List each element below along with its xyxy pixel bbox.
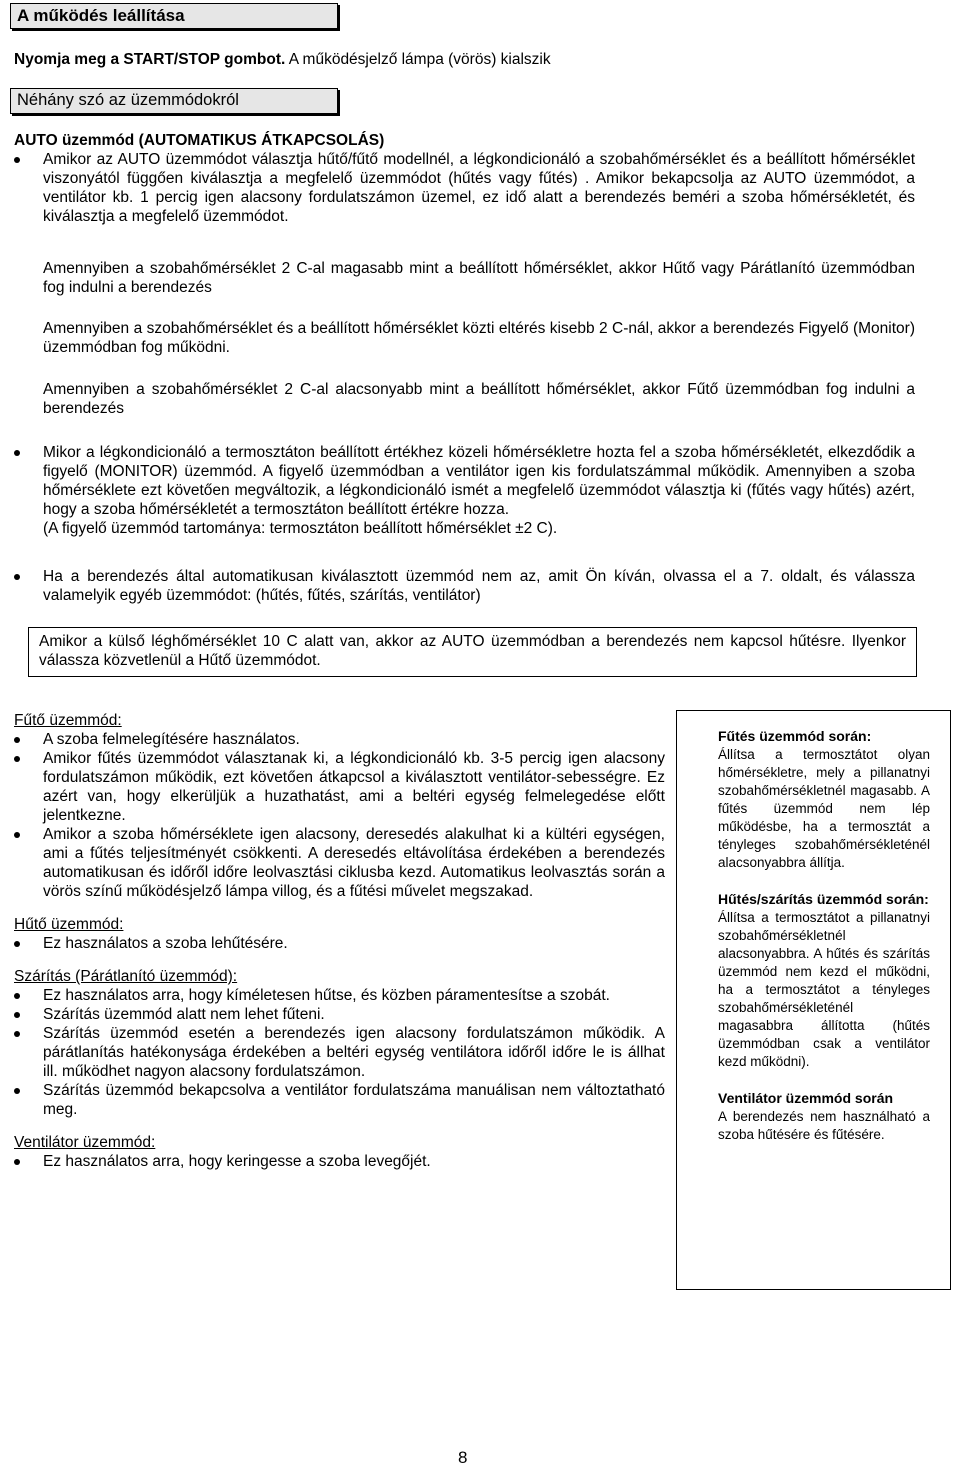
side-heat-title: Fűtés üzemmód során: (718, 728, 872, 744)
dry-item: Szárítás üzemmód alatt nem lehet fűteni. (43, 1006, 325, 1023)
side-cool-title: Hűtés/szárítás üzemmód során: (718, 891, 929, 907)
auto-bullet-text: Amikor az AUTO üzemmódot választja hűtő/fűtő modellnél, a légkondicionáló a szobahőmérséklet és a beállított hőmérséklet viszonyától függően kiválasztja a megfelelő üzemmódot (hűtés vagy fűtés) . Amikor bekapcsolja az AUTO üzemmódot, a ventilátor kb. 1 percig igen alacsony fordulatszámon üzemel, ez idő alatt a berendezés beméri a szoba hőmérsékletét, és kiválasztja a megfelelő üzemmódot. (43, 151, 915, 225)
bullet-icon (14, 1088, 20, 1094)
auto-bullet2-text: Mikor a légkondicionáló a termosztáton beállított értékhez közeli hőmérsékletre hozta fel a szoba hőmérsékletét, elkezdődik a figyelő (MONITOR) üzemmód. A figyelő üzemmódban a ventilátor igen kis fordulatszámmal működik. Amennyiben a szoba hőmérséklete ezt követően megváltozik, a légkondicionáló ismét a megfelelő üzemmódot választja ki (fűtés vagy hűtés) azért, hogy a szoba hőmérsékletét a termosztáton beállított értékre hozza. (43, 444, 915, 518)
page-number: 8 (458, 1448, 468, 1467)
side-fan-title: Ventilátor üzemmód során (718, 1090, 894, 1106)
auto-para-3: Amennyiben a szobahőmérséklet 2 C-al alacsonyabb mint a beállított hőmérséklet, akkor Fűtő üzemmódban fog indulni a berendezés (43, 381, 915, 417)
dry-item: Szárítás üzemmód bekapcsolva a ventilátor fordulatszáma manuálisan nem változtatható meg. (43, 1082, 665, 1118)
list-item (14, 825, 665, 901)
tips-text (718, 727, 930, 1144)
bullet-icon (14, 756, 20, 762)
dry-item: Ez használatos arra, hogy kíméletesen hűtse, és közben páramentesítse a szobát. (43, 987, 610, 1004)
side-heat-text: Állítsa a termosztátot olyan hőmérsékletre, mely a pillanatnyi szobahőmérsékletnél magasabb. A fűtés üzemmód nem lép működésbe, ha a termosztát a tényleges szobahőmérsékleténél alacsonyabbra állítja. (718, 747, 930, 870)
list-item (14, 986, 665, 1005)
list-item (14, 730, 665, 749)
bullet-icon (14, 941, 20, 947)
auto-para-2: Amennyiben a szobahőmérséklet és a beállított hőmérséklet közti eltérés kisebb 2 C-nál, akkor a berendezés Figyelő (Monitor) üzemmódban fog működni. (43, 320, 915, 356)
stop-instruction-bold: Nyomja meg a START/STOP gombot. (14, 51, 286, 68)
section-heading-box (10, 3, 338, 29)
bullet-icon (14, 1012, 20, 1018)
list-item (14, 1152, 665, 1171)
stop-instruction-rest: A működésjelző lámpa (vörös) kialszik (288, 51, 551, 68)
auto-bullet2-range: (A figyelő üzemmód tartománya: termosztáton beállított hőmérséklet ±2 C). (43, 520, 558, 537)
bullet-icon (14, 737, 20, 743)
fan-item: Ez használatos arra, hogy keringesse a szoba levegőjét. (43, 1153, 431, 1170)
dry-title: Szárítás (Párátlanító üzemmód): (14, 968, 238, 985)
list-item (14, 150, 915, 226)
list-item (14, 934, 665, 953)
side-fan-text: A berendezés nem használható a szoba hűtésére és fűtésére. (718, 1109, 930, 1142)
list-item (14, 749, 665, 825)
section-heading-box (10, 88, 338, 114)
list-item (14, 443, 915, 538)
list-item (14, 567, 915, 605)
modes-column (14, 711, 665, 1171)
list-item (14, 1005, 665, 1024)
bullet-icon (14, 832, 20, 838)
auto-note-text: Amikor a külső léghőmérséklet 10 C alatt van, akkor az AUTO üzemmódban a berendezés nem kapcsol hűtésre. Ilyenkor válassza közvetlenül a Hűtő üzemmódot. (39, 633, 906, 669)
list-item (14, 1081, 665, 1119)
bullet-icon (14, 574, 20, 580)
bullet-icon (14, 993, 20, 999)
cool-title: Hűtő üzemmód: (14, 916, 124, 933)
heat-item: Amikor a szoba hőmérséklete igen alacsony, deresedés alakulhat ki a kültéri egységen, ami a fűtés teljesítményét csökkenti. A deresedés eltávolítása érdekében a berendezés automatikusan és időről időre leolvasztási ciklusba kezd. Automatikus leolvasztás során a vörös színű működésjelző lámpa villog, és a fűtési művelet megszakad. (43, 826, 665, 900)
side-cool-text: Állítsa a termosztátot a pillanatnyi szobahőmérsékletnél alacsonyabbra. A hűtés és szárítás üzemmód nem kezd el működni, ha a termosztátot a tényleges szobahőmérsékleténél magasabbra állította (hűtés üzemmódban csak a ventilátor kezd működni). (718, 910, 930, 1069)
bullet-icon (14, 157, 20, 163)
fan-title: Ventilátor üzemmód: (14, 1134, 156, 1151)
bullet-icon (14, 1031, 20, 1037)
heat-item: A szoba felmelegítésére használatos. (43, 731, 300, 748)
auto-note-box (28, 627, 917, 677)
heading-stop: A működés leállítása (17, 6, 185, 25)
heat-item: Amikor fűtés üzemmódot választanak ki, a légkondicionáló kb. 3-5 percig igen alacsony fordulatszámon működik, ezt követően átkapcsol a kiválasztott ventilátor-sebességre. Ez azért van, hogy elkerüljük a huzathatást, ami a beltéri egység felmelegedése előtt jelentkezne. (43, 750, 665, 824)
auto-title: AUTO üzemmód (AUTOMATIKUS ÁTKAPCSOLÁS) (14, 132, 385, 149)
stop-instruction (14, 50, 914, 69)
list-item (14, 1024, 665, 1081)
bullet-icon (14, 1159, 20, 1165)
auto-bullet3-text: Ha a berendezés által automatikusan kiválasztott üzemmód nem az, amit Ön kíván, olvassa el a 7. oldalt, és válassza valamelyik egyéb üzemmódot: (hűtés, fűtés, szárítás, ventilátor) (43, 568, 915, 604)
heading-modes: Néhány szó az üzemmódokról (17, 91, 239, 109)
heat-title: Fűtő üzemmód: (14, 712, 122, 729)
cool-item: Ez használatos a szoba lehűtésére. (43, 935, 288, 952)
auto-para-1: Amennyiben a szobahőmérséklet 2 C-al magasabb mint a beállított hőmérséklet, akkor Hűtő vagy Párátlanító üzemmódban fog indulni a berendezés (43, 260, 915, 296)
bullet-icon (14, 450, 20, 456)
dry-item: Szárítás üzemmód esetén a berendezés igen alacsony fordulatszámon működik. A párátlanítás hatékonysága érdekében a beltéri egység ventilátora időről időre le is állhat ill. működhet nagyon alacsony fordulatszámon. (43, 1025, 665, 1080)
